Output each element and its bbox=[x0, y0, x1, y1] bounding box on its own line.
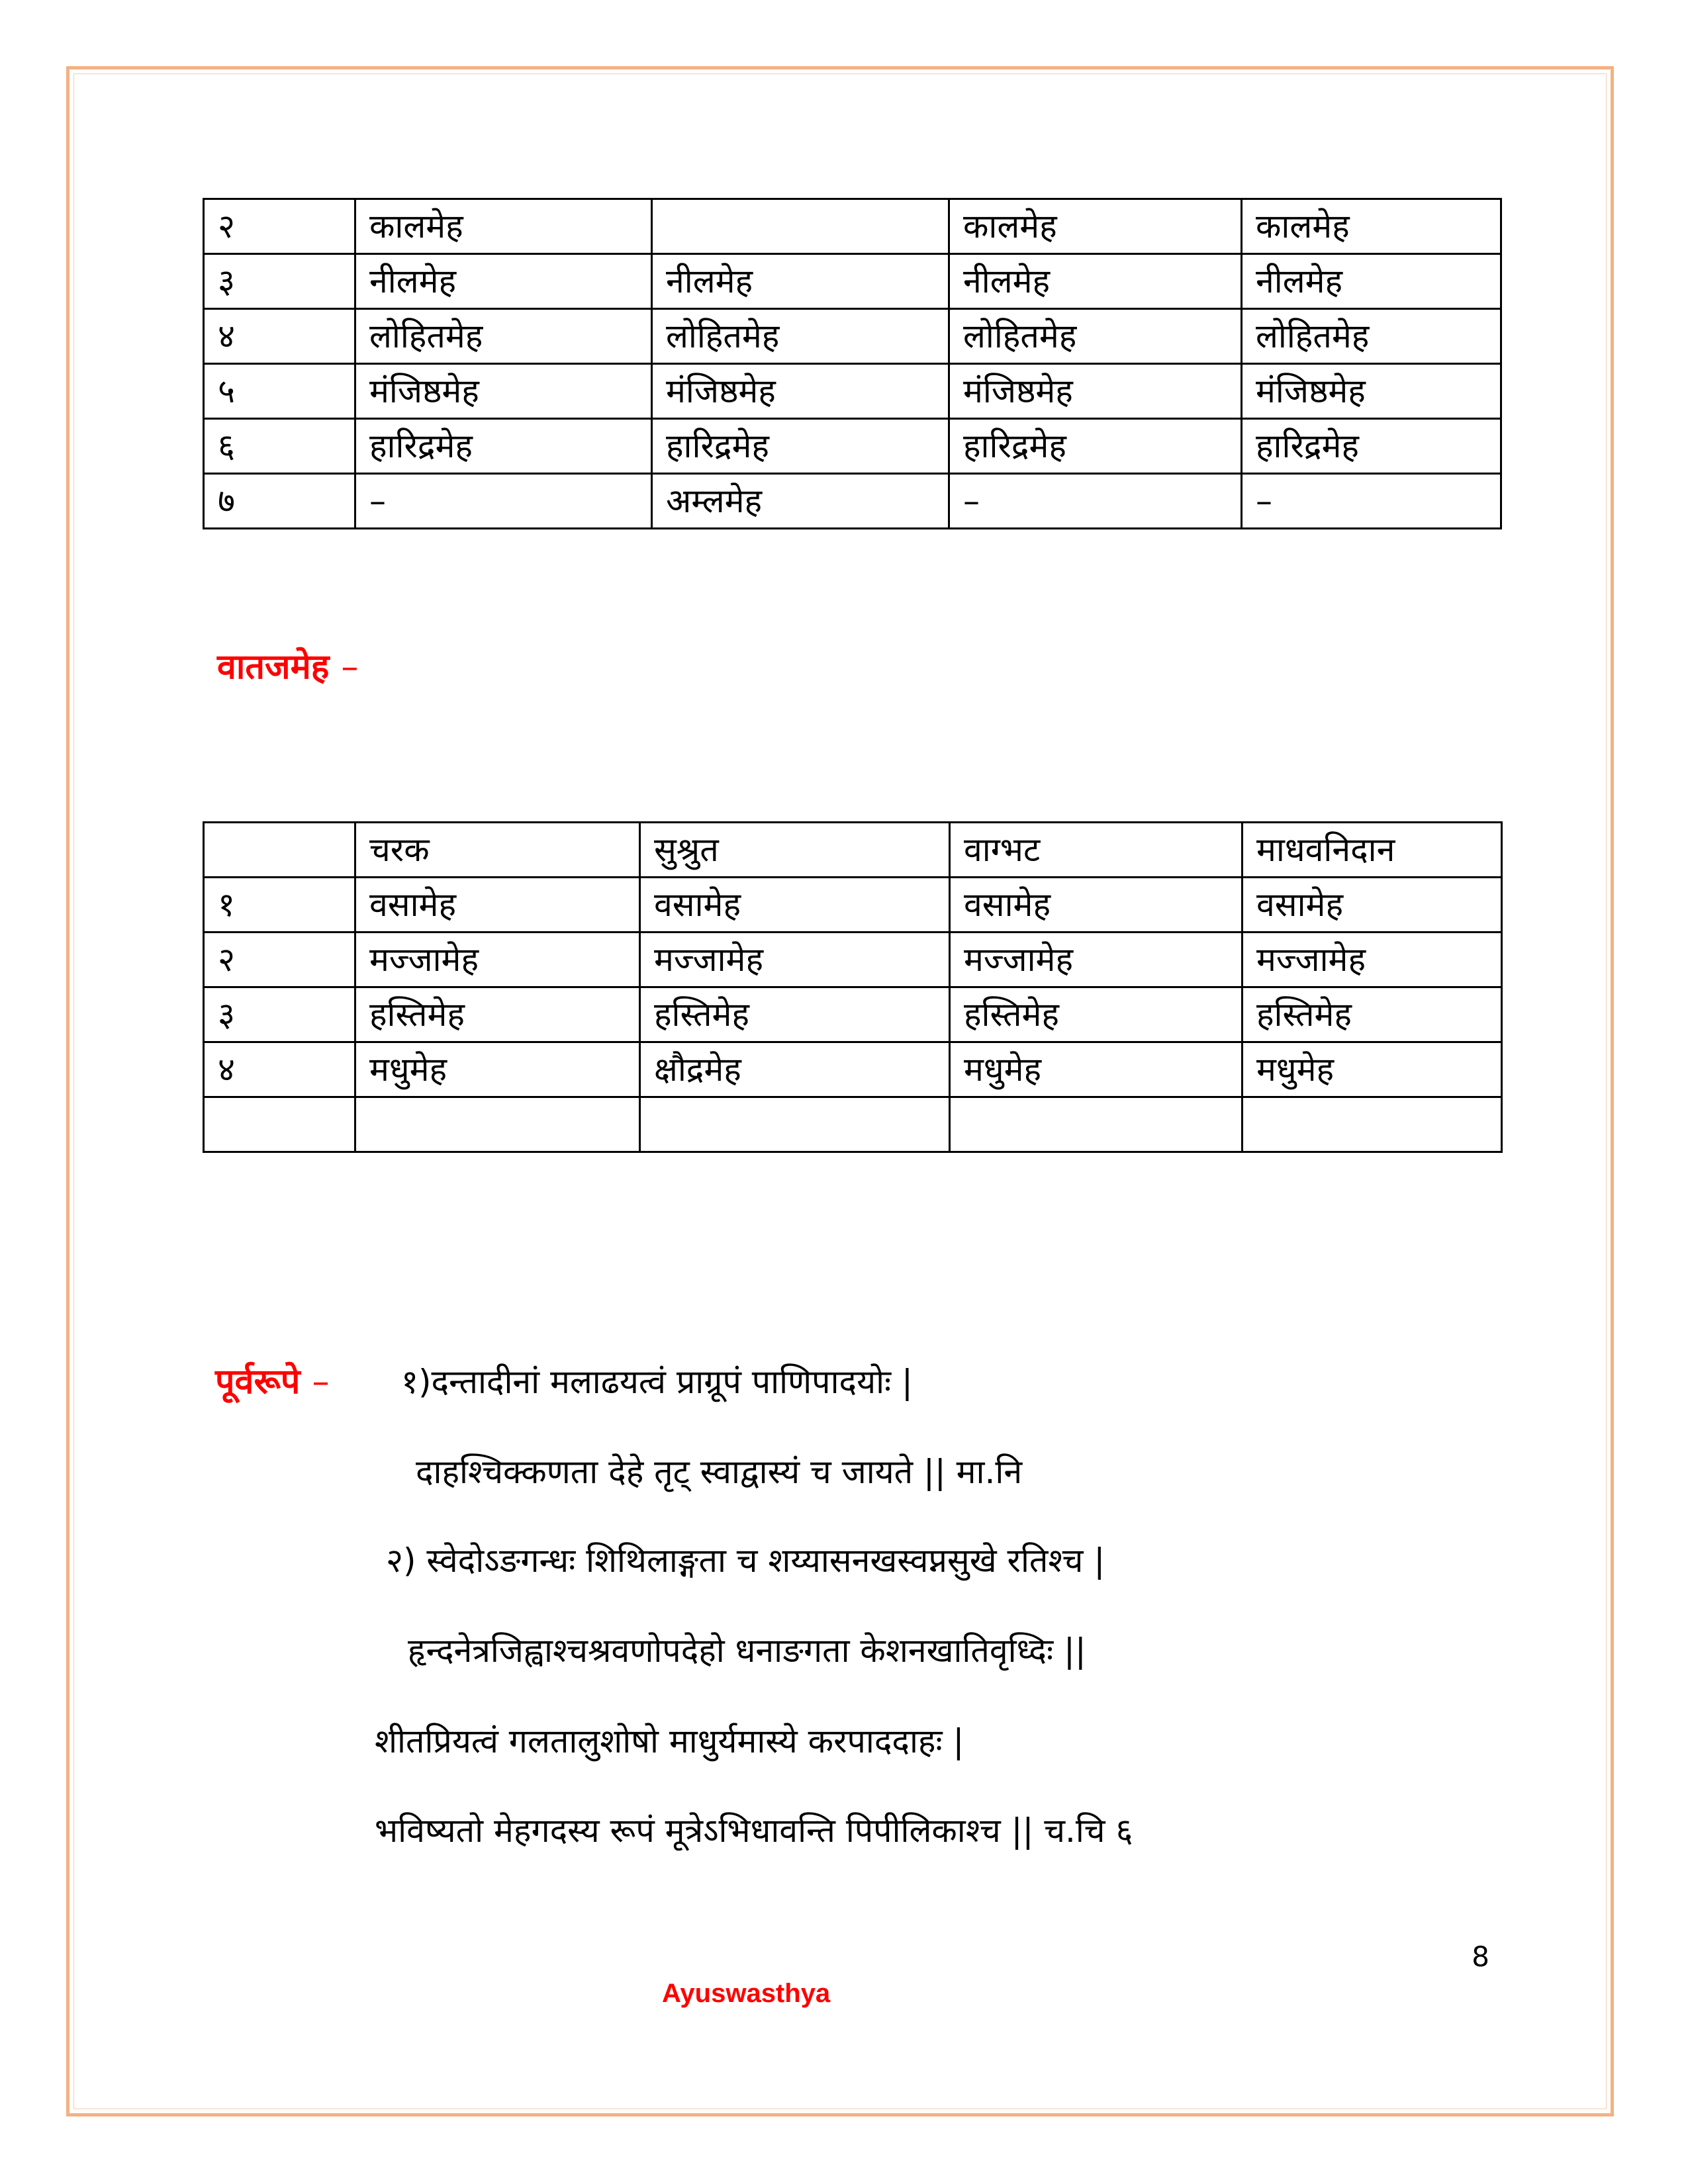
table-row bbox=[204, 254, 1501, 309]
table-cell: ५ bbox=[204, 364, 355, 419]
table-header-cell: वाग्भट bbox=[950, 823, 1243, 878]
table-cell: हस्तिमेह bbox=[1243, 987, 1502, 1042]
table-header-cell: माधवनिदान bbox=[1243, 823, 1502, 878]
table-row bbox=[204, 1097, 1502, 1152]
table-cell bbox=[355, 1097, 640, 1152]
table-cell: कालमेह bbox=[355, 199, 652, 254]
table-header-cell: सुश्रुत bbox=[640, 823, 950, 878]
verse-line: २) स्वेदोऽङगन्धः शिथिलाङ्गता च शय्यासनखस्वप्नसुखे रतिश्च | bbox=[386, 1541, 1105, 1580]
table-cell: वसामेह bbox=[355, 878, 640, 933]
vataja-meha-heading bbox=[217, 642, 358, 689]
table-header-cell bbox=[204, 823, 355, 878]
table-cell: नीलमेह bbox=[1242, 254, 1501, 309]
table-cell: वसामेह bbox=[950, 878, 1243, 933]
table-row bbox=[204, 1042, 1502, 1097]
table-header-row bbox=[204, 823, 1502, 878]
table-cell: मंजिष्ठमेह bbox=[1242, 364, 1501, 419]
table-cell: हारिद्रमेह bbox=[652, 419, 949, 474]
table-cell: हारिद्रमेह bbox=[1242, 419, 1501, 474]
table-cell: मज्जामेह bbox=[1243, 933, 1502, 987]
table-cell: मधुमेह bbox=[355, 1042, 640, 1097]
table-cell: हारिद्रमेह bbox=[949, 419, 1242, 474]
table-cell: १ bbox=[204, 878, 355, 933]
table-cell: नीलमेह bbox=[652, 254, 949, 309]
table-cell bbox=[1243, 1097, 1502, 1152]
table-cell: २ bbox=[204, 933, 355, 987]
table-cell: कालमेह bbox=[949, 199, 1242, 254]
table-cell: ३ bbox=[204, 254, 355, 309]
table-cell: मज्जामेह bbox=[640, 933, 950, 987]
table-cell bbox=[640, 1097, 950, 1152]
table-cell: – bbox=[355, 474, 652, 529]
verse-line: शीतप्रियत्वं गलतालुशोषो माधुर्यमास्ये करपाददाहः | bbox=[375, 1722, 964, 1760]
table-cell: नीलमेह bbox=[949, 254, 1242, 309]
table-row bbox=[204, 474, 1501, 529]
footer-brand: Ayuswasthya bbox=[662, 1979, 831, 2008]
table-cell: ६ bbox=[204, 419, 355, 474]
table-cell: लोहितमेह bbox=[949, 309, 1242, 364]
page-number: 8 bbox=[1472, 1940, 1489, 1973]
table-cell: हस्तिमेह bbox=[640, 987, 950, 1042]
heading-dash: – bbox=[312, 1362, 330, 1402]
table-row bbox=[204, 364, 1501, 419]
table-cell: अम्लमेह bbox=[652, 474, 949, 529]
table-cell: मज्जामेह bbox=[950, 933, 1243, 987]
table-cell: वसामेह bbox=[640, 878, 950, 933]
table-cell: हारिद्रमेह bbox=[355, 419, 652, 474]
table-cell bbox=[204, 1097, 355, 1152]
table-cell bbox=[652, 199, 949, 254]
heading-title: पूर्वरूपे bbox=[215, 1362, 301, 1402]
table-cell: ३ bbox=[204, 987, 355, 1042]
table-cell: लोहितमेह bbox=[355, 309, 652, 364]
table-cell: २ bbox=[204, 199, 355, 254]
table-cell: ४ bbox=[204, 309, 355, 364]
heading-title: वातजमेह bbox=[217, 647, 330, 687]
table-header-cell: चरक bbox=[355, 823, 640, 878]
table-cell bbox=[950, 1097, 1243, 1152]
table-cell: ४ bbox=[204, 1042, 355, 1097]
table-row bbox=[204, 309, 1501, 364]
verse-line: दाहश्चिक्कणता देहे तृट् स्वाद्वास्यं च जायते || मा.नि bbox=[416, 1453, 1023, 1491]
table-cell: हस्तिमेह bbox=[355, 987, 640, 1042]
table-cell: लोहितमेह bbox=[652, 309, 949, 364]
table-row bbox=[204, 878, 1502, 933]
table-row bbox=[204, 933, 1502, 987]
prameha-types-table bbox=[203, 198, 1502, 529]
table-cell: क्षौद्रमेह bbox=[640, 1042, 950, 1097]
table-cell: – bbox=[1242, 474, 1501, 529]
verse-line: भविष्यतो मेहगदस्य रूपं मूत्रेऽभिधावन्ति पिपीलिकाश्च || च.चि ६ bbox=[375, 1811, 1133, 1850]
table-cell: ७ bbox=[204, 474, 355, 529]
heading-dash: – bbox=[341, 647, 359, 687]
table-cell: मंजिष्ठमेह bbox=[652, 364, 949, 419]
purvarupa-heading bbox=[215, 1357, 330, 1404]
table-cell: कालमेह bbox=[1242, 199, 1501, 254]
verse-line: हृन्दनेत्रजिह्वाश्चश्रवणोपदेहो धनाङगता केशनखातिवृध्दिः || bbox=[408, 1631, 1086, 1670]
table-cell: लोहितमेह bbox=[1242, 309, 1501, 364]
table-cell: मधुमेह bbox=[1243, 1042, 1502, 1097]
vataja-meha-table bbox=[203, 821, 1503, 1153]
table-cell: – bbox=[949, 474, 1242, 529]
table-row bbox=[204, 987, 1502, 1042]
table-cell: मंजिष्ठमेह bbox=[949, 364, 1242, 419]
table-cell: वसामेह bbox=[1243, 878, 1502, 933]
table-cell: मधुमेह bbox=[950, 1042, 1243, 1097]
table-row bbox=[204, 199, 1501, 254]
table-cell: हस्तिमेह bbox=[950, 987, 1243, 1042]
table-cell: नीलमेह bbox=[355, 254, 652, 309]
table-cell: मंजिष्ठमेह bbox=[355, 364, 652, 419]
table-row bbox=[204, 419, 1501, 474]
table-cell: मज्जामेह bbox=[355, 933, 640, 987]
verse-line: १)दन्तादीनां मलाढयत्वं प्राग्रूपं पाणिपादयोः | bbox=[401, 1363, 913, 1401]
